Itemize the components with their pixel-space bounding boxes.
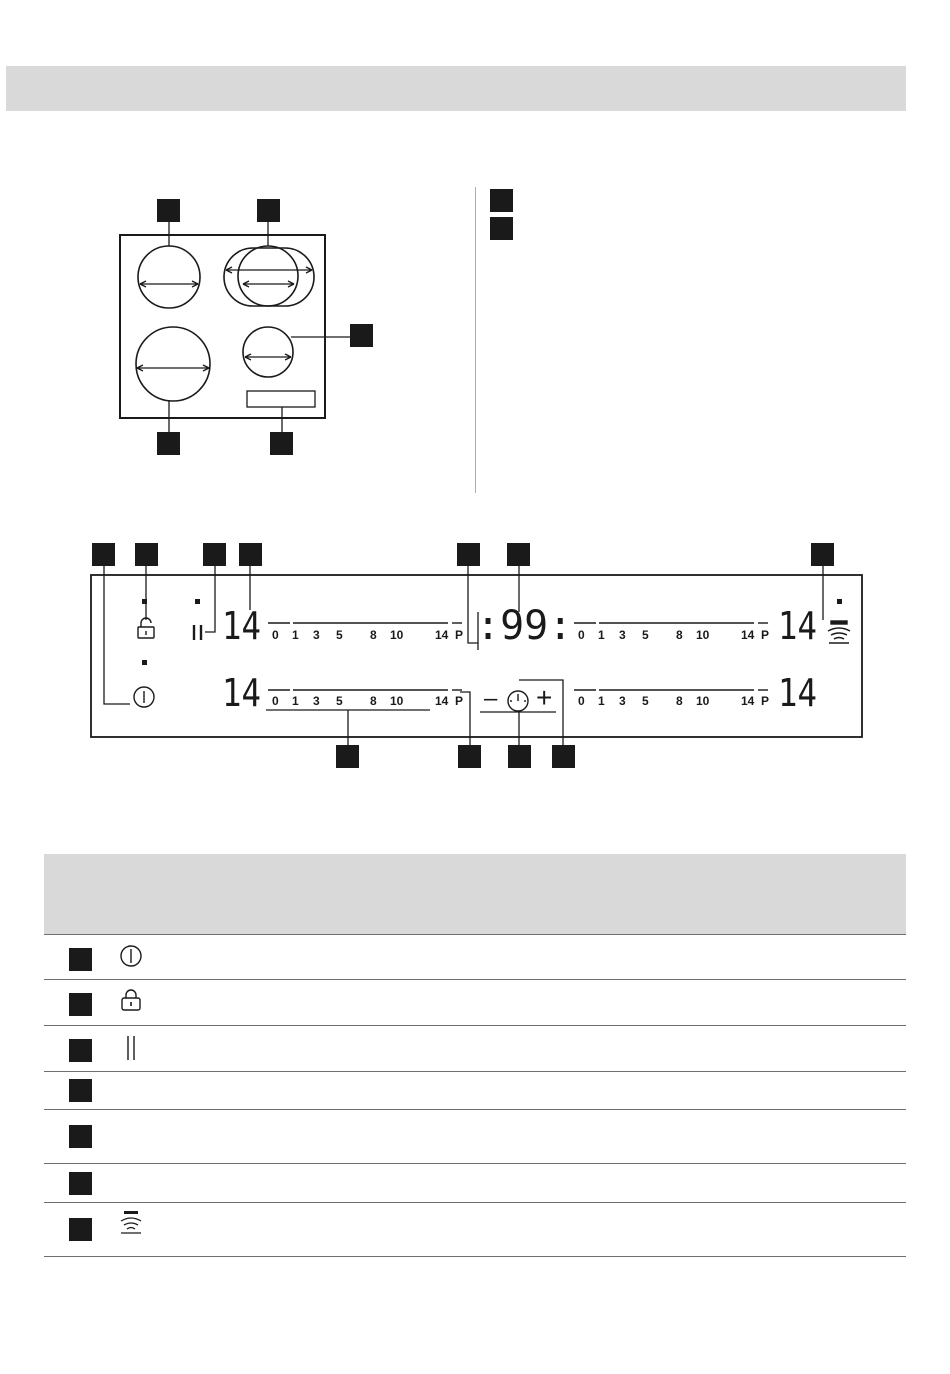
lock-icon [138,618,154,638]
row-number-marker [69,1218,92,1241]
table-row [44,980,906,1026]
scale-labels-top-right: 0 1 3 5 8 10 14 P [578,628,770,642]
table-row [44,1110,906,1164]
panel-callout-2 [135,543,158,566]
table-row [44,1072,906,1110]
table-row [44,1164,906,1203]
row-number-marker [69,948,92,971]
panel-callout-3 [203,543,226,566]
indicator-dot [837,599,842,604]
table-row [44,1203,906,1257]
row-number-marker [69,1172,92,1195]
scale-labels-bottom-left: 0 1 3 5 8 10 14 P [272,694,464,708]
row-number-marker [69,1039,92,1062]
scale-labels-bottom-right: 0 1 3 5 8 10 14 P [578,694,770,708]
table-row [44,1026,906,1072]
table-row [44,934,906,980]
timer-icon [508,691,528,711]
sensor-field-table [44,854,906,1257]
panel-callout-5 [457,543,480,566]
indicator-dot [142,660,147,665]
pause-icon [194,625,201,640]
power-display-bottom-right: 14 [778,671,817,715]
timer-minus-button[interactable]: – [484,685,498,712]
lock-icon [119,989,143,1013]
hob2hood-icon [828,621,850,643]
power-display-top-left: 14 [222,604,261,648]
panel-callout-7 [811,543,834,566]
row-number-marker [69,1125,92,1148]
power-display-top-right: 14 [778,604,817,648]
table-header [44,854,906,934]
timer-plus-button[interactable]: + [536,682,553,713]
row-number-marker [69,1079,92,1102]
pause-icon [119,1034,143,1062]
power-display-bottom-left: 14 [222,671,261,715]
indicator-dot [142,599,147,604]
hob2hood-icon [119,1210,143,1236]
panel-callout-9 [458,745,481,768]
panel-callout-11 [552,745,575,768]
panel-callout-6 [507,543,530,566]
timer-display: :99: [476,603,573,649]
panel-callout-10 [508,745,531,768]
row-number-marker [69,993,92,1016]
scale-labels-top-left: 0 1 3 5 8 10 14 P [272,628,464,642]
power-icon [134,687,154,707]
indicator-dot [195,599,200,604]
panel-callout-4 [239,543,262,566]
panel-callout-8 [336,745,359,768]
power-icon [119,944,143,968]
panel-callout-1 [92,543,115,566]
